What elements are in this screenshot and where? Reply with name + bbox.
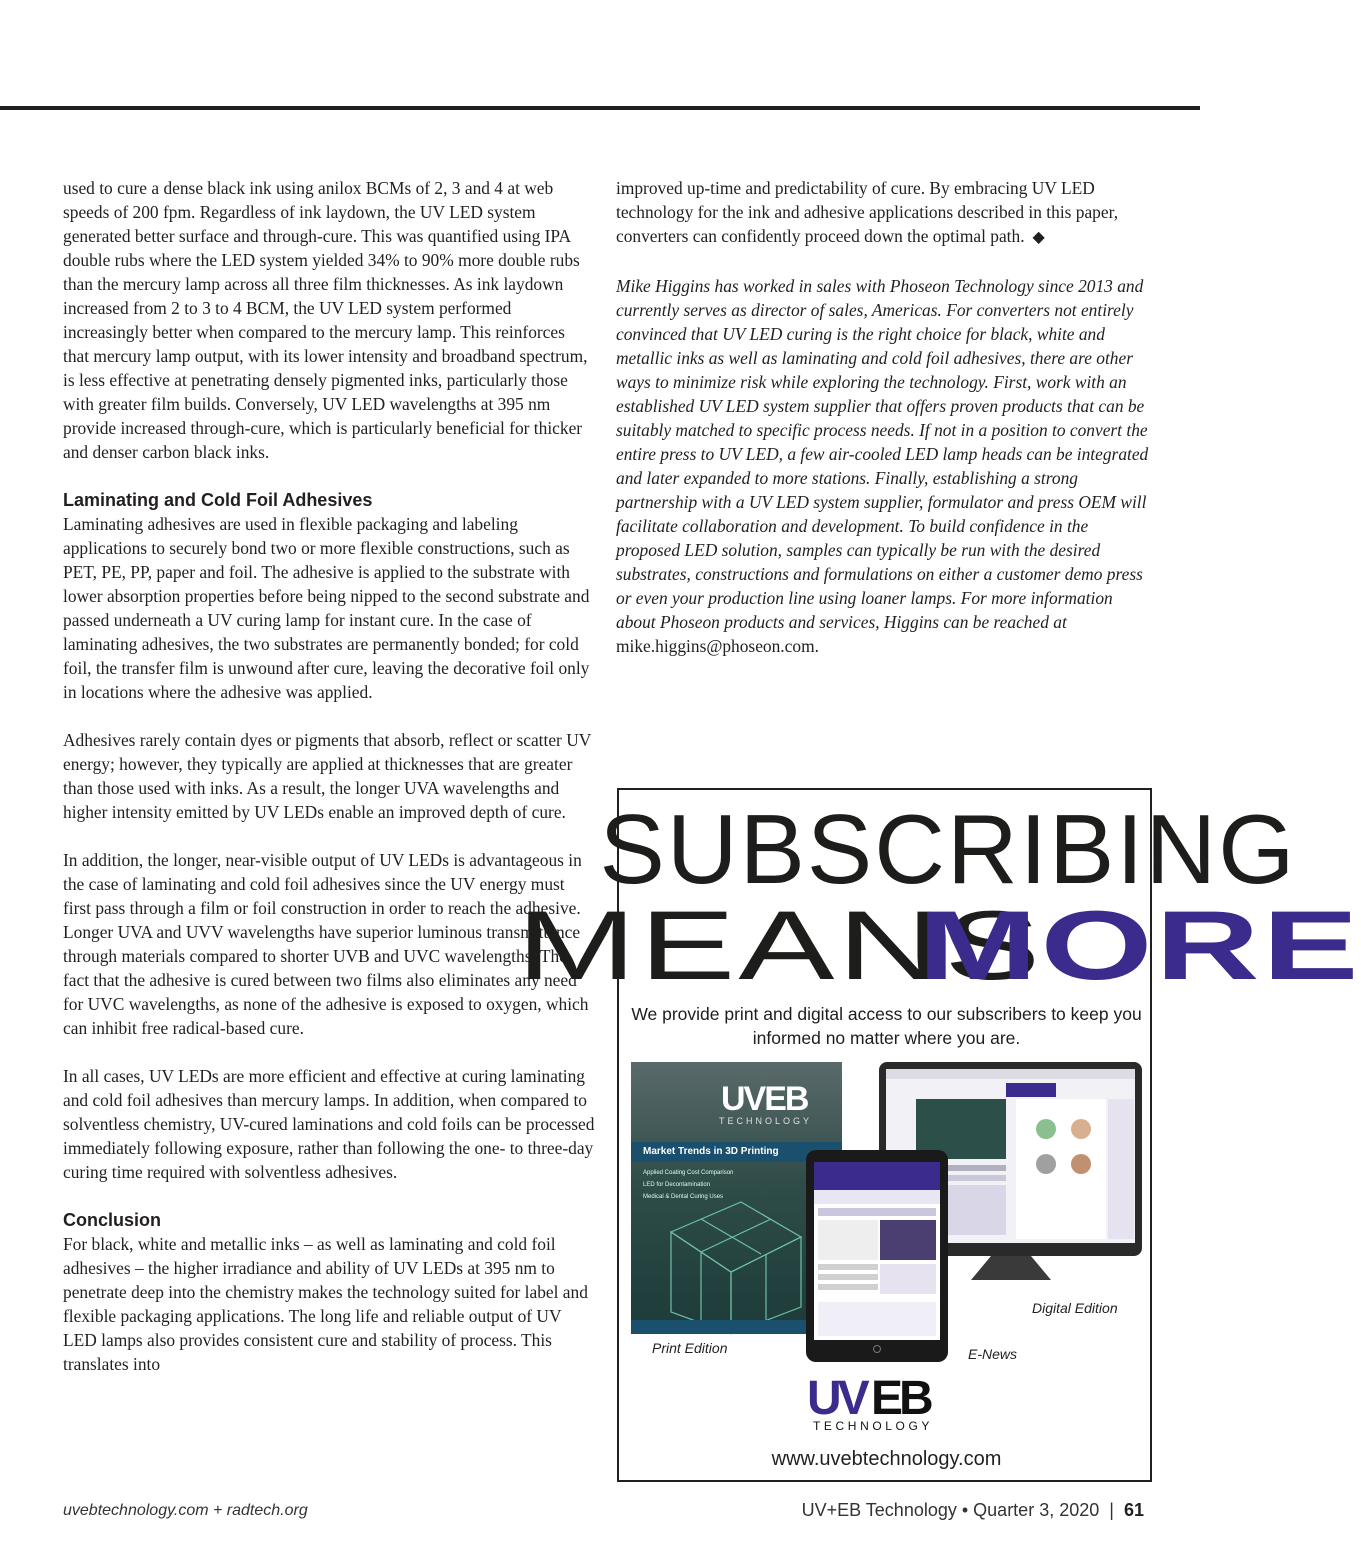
paragraph-optimal-path [616, 176, 1156, 250]
author-bio [616, 274, 1156, 658]
magazine-item: Medical & Dental Curing Uses [643, 1194, 724, 1200]
top-rule [0, 106, 1200, 110]
paragraph-all-cases: In all cases, UV LEDs are more efficient and effective at curing laminating and cold foil adhesives than mercury lamps. In addition, when compared to solventless chemistry, UV-cured laminations and cold foils can be processed immediately following exposure, rather than following the one- to three-day curing time required with solventless adhesives. [63, 1066, 595, 1182]
ad-url-link[interactable]: www.uvebtechnology.com [771, 1448, 1002, 1470]
enews-tablet [806, 1150, 948, 1362]
ad-subtext: We provide print and digital access to our subscribers to keep you informed no matter where you are. [631, 1004, 1142, 1048]
magazine-logo-tech: TECHNOLOGY [719, 1116, 813, 1126]
paragraph-near-visible: In addition, the longer, near-visible output of UV LEDs is advantageous in the case of laminating and cold foil adhesives since the UV energy must first pass through a film or foil construction in order to reach the adhesive. Longer UVA and UVV wavelengths have superior luminous transmittance through materials compared to shorter UVB and UVC wavelengths. The fact that the adhesive is cured between two films also eliminates any need for UVC wavelengths, as none of the adhesive is exposed to oxygen, which can inhibit free radical-based cure. [63, 850, 589, 1038]
caption-digital-edition: Digital Edition [1032, 1300, 1118, 1316]
footer-issue-info [802, 1500, 1144, 1521]
enews-preview-icon [814, 1162, 940, 1340]
footer-title: UV+EB Technology • Quarter 3, 2020 [801, 1500, 1100, 1520]
tablet-home-button [873, 1345, 881, 1353]
end-mark-icon: ◆ [1032, 229, 1045, 246]
heading-laminating: Laminating and Cold Foil Adhesives [63, 490, 373, 510]
magazine-item: Applied Coating Cost Comparison [643, 1170, 734, 1176]
optimal-path-text: improved up-time and predictability of cure. By embracing UV LED technology for the ink and adhesive applications described in this paper, converters can confidently proceed down the optimal path. [616, 178, 1119, 246]
logo-eb-text: EB [871, 1372, 930, 1425]
ad-headline-more: MORE [917, 890, 1361, 1000]
page-number: 61 [1123, 1500, 1144, 1520]
left-column [63, 176, 595, 1376]
footer-websites: uvebtechnology.com + radtech.org [63, 1502, 308, 1519]
footer-separator: | [1109, 1500, 1114, 1520]
caption-print-edition: Print Edition [652, 1340, 728, 1356]
paragraph-conclusion: For black, white and metallic inks – as well as laminating and cold foil adhesives – the higher irradiance and ability of UV LEDs at 395 nm to penetrate deep into the chemistry makes the technology suited for label and flexible packaging applications. The long life and reliable output of UV LED lamps also provides consistent cure and stability of process. This translates into [63, 1234, 588, 1374]
ad-headline-means: MEANS [516, 890, 1044, 1000]
paragraph-laminating-intro: Laminating adhesives are used in flexible packaging and labeling applications to securely bond two or more flexible constructions, such as PET, PE, PP, paper and foil. The adhesive is applied to the substrate with lower absorption properties before being nipped to the second substrate and passed underneath a UV curing lamp for instant cure. In the case of laminating adhesives, the two substrates are permanently bonded; for cold foil, the transfer film is unwound after cure, leaving the decorative foil only in locations where the adhesive was applied. [63, 514, 590, 702]
paragraph-adhesives-thickness: Adhesives rarely contain dyes or pigments that absorb, reflect or scatter UV energy; however, they typically are applied at thicknesses that are greater than those used with inks. As a result, the longer UVA wavelengths and higher intensity emitted by UV LEDs enable an improved depth of cure. [63, 730, 591, 822]
logo-technology-text: TECHNOLOGY [813, 1419, 934, 1433]
ad-headline-line2 [516, 890, 1361, 1000]
logo-uv-text: UV [807, 1372, 866, 1425]
author-bio-text: Mike Higgins has worked in sales with Phoseon Technology since 2013 and currently serves as director of sales, Americas. For converters not entirely convinced that UV LED curing is the right choice for black, white and metallic inks as well as laminating and cold foil adhesives, there are other ways to minimize risk while exploring the technology. First, work with an established UV LED system supplier that offers proven products that can be suitably matched to specific process needs. If not in a position to convert the entire press to UV LED, a few air-cooled LED lamp heads can be integrated and later expanded to more stations. Finally, establishing a strong partnership with a UV LED system supplier, formulator and press OEM will facilitate collaboration and development. To build confidence in the proposed LED solution, samples can typically be run with the desired substrates, constructions and formulations on either a customer demo press or even your production line using loaner lamps. For more information about Phoseon products and services, Higgins can be reached at [616, 276, 1149, 632]
magazine-logo: UVEB [721, 1080, 808, 1118]
author-email[interactable]: mike.higgins@phoseon.com. [616, 636, 819, 656]
right-column [616, 176, 1156, 658]
heading-conclusion: Conclusion [63, 1210, 161, 1230]
enews-screen [814, 1162, 940, 1340]
monitor-stand [971, 1256, 1051, 1280]
uveb-technology-logo[interactable] [807, 1372, 967, 1433]
paragraph-ink-results: used to cure a dense black ink using anilox BCMs of 2, 3 and 4 at web speeds of 200 fpm. Regardless of ink laydown, the UV LED system generated better surface and through-cure. This was quantified using IPA double rubs where the LED system yielded 34% to 90% more double rubs than the mercury lamp across all three film thicknesses. As ink laydown increased from 2 to 3 to 4 BCM, the UV LED system performed increasingly better when compared to the mercury lamp. This reinforces that mercury lamp output, with its lower intensity and broadband spectrum, is less effective at penetrating densely pigmented inks, particularly those with greater film builds. Conversely, UV LED wavelengths at 395 nm provide increased through-cure, which is particularly beneficial for thicker and denser carbon black inks. [63, 178, 588, 462]
subscription-advertisement[interactable] [516, 788, 1361, 1482]
caption-enews: E-News [968, 1346, 1018, 1362]
ad-headline-line1: SUBSCRIBING [599, 794, 1297, 904]
magazine-banner: Market Trends in 3D Printing [631, 1142, 842, 1162]
magazine-item: LED for Decontamination [643, 1182, 711, 1188]
